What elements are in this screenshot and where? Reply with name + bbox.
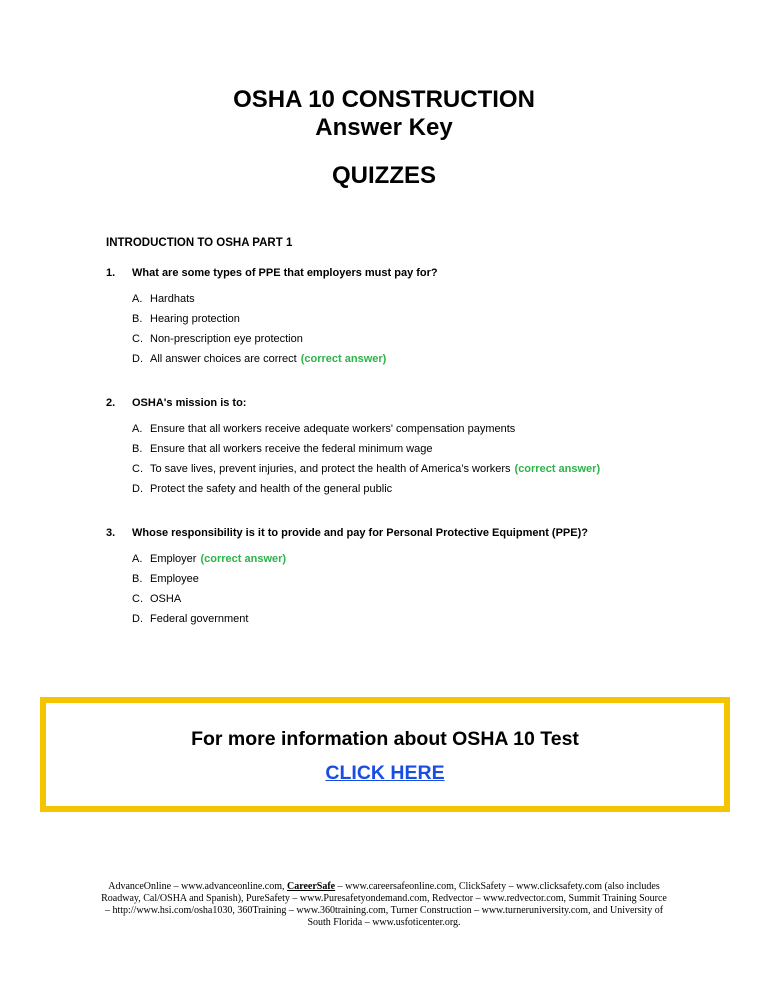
section-heading: INTRODUCTION TO OSHA PART 1 <box>106 237 293 249</box>
option-letter: A. <box>132 293 143 305</box>
option-letter: C. <box>132 333 143 345</box>
option-text: OSHA <box>150 593 182 605</box>
option-text: Hearing protection <box>150 313 240 325</box>
option-letter: A. <box>132 553 143 565</box>
question-3 <box>106 526 686 632</box>
answer-option <box>132 572 686 592</box>
option-letter: B. <box>132 573 143 585</box>
option-text: Ensure that all workers receive adequate workers' compensation payments <box>150 423 516 435</box>
answer-options <box>132 292 686 372</box>
correct-answer-tag: (correct answer) <box>200 553 287 565</box>
question-number: 1. <box>106 267 116 279</box>
document-subtitle: QUIZZES <box>331 162 436 189</box>
correct-answer-tag: (correct answer) <box>514 463 601 475</box>
document-title <box>0 86 768 142</box>
option-letter: D. <box>132 483 143 495</box>
question-2 <box>106 396 686 502</box>
option-letter: A. <box>132 423 143 435</box>
question-list <box>106 266 686 656</box>
option-text: Hardhats <box>150 293 195 305</box>
option-text: All answer choices are correct <box>150 353 297 365</box>
option-letter: B. <box>132 313 143 325</box>
option-text: Non-prescription eye protection <box>150 333 303 345</box>
footer-providers <box>100 881 668 929</box>
question-text: OSHA's mission is to: <box>132 397 247 409</box>
question-number: 3. <box>106 527 116 539</box>
info-box-text: For more information about OSHA 10 Test <box>191 728 579 750</box>
answer-option <box>132 292 686 312</box>
title-line-1: OSHA 10 CONSTRUCTION <box>233 86 535 113</box>
answer-option <box>132 612 686 632</box>
question-number: 2. <box>106 397 116 409</box>
option-text: Employer <box>150 553 197 565</box>
answer-options <box>132 552 686 632</box>
correct-answer-tag: (correct answer) <box>300 353 387 365</box>
answer-option-correct <box>132 352 686 372</box>
answer-option-correct <box>132 462 686 482</box>
title-line-2: Answer Key <box>315 114 453 141</box>
answer-option <box>132 332 686 352</box>
question-text: Whose responsibility is it to provide and pay for Personal Protective Equipment (PPE)? <box>132 527 588 539</box>
click-here-link[interactable]: CLICK HERE <box>325 762 445 784</box>
footer-text-part-1: AdvanceOnline – www.advanceonline.com, <box>108 881 287 892</box>
question-1 <box>106 266 686 372</box>
info-box <box>40 697 730 812</box>
answer-option <box>132 312 686 332</box>
answer-option <box>132 592 686 612</box>
option-letter: D. <box>132 353 143 365</box>
option-letter: C. <box>132 593 143 605</box>
footer-text-part-2: – www.careersafeonline.com, ClickSafety – www.clicksafety.com (also includes Roadway, Cal/OSHA and Spanish), PureSafety – www.Puresafetyondemand.com, Redvector – www.redvector.com, Summit Training Source – http://www.hsi.com/osha1030, 360Training – www.360training.com, Turner Construction – www.turneruniversity.com, and University of South Florida – www.usfoticenter.org. <box>101 881 667 928</box>
option-letter: C. <box>132 463 143 475</box>
option-letter: D. <box>132 613 143 625</box>
answer-option <box>132 482 686 502</box>
answer-option-correct <box>132 552 686 572</box>
answer-options <box>132 422 686 502</box>
option-text: To save lives, prevent injuries, and protect the health of America’s workers <box>150 463 511 475</box>
answer-option <box>132 422 686 442</box>
option-text: Employee <box>150 573 199 585</box>
option-letter: B. <box>132 443 143 455</box>
option-text: Federal government <box>150 613 249 625</box>
option-text: Protect the safety and health of the general public <box>150 483 393 495</box>
question-text: What are some types of PPE that employers must pay for? <box>132 267 438 279</box>
footer-careersafe: CareerSafe <box>287 881 336 892</box>
answer-option <box>132 442 686 462</box>
option-text: Ensure that all workers receive the federal minimum wage <box>150 443 433 455</box>
